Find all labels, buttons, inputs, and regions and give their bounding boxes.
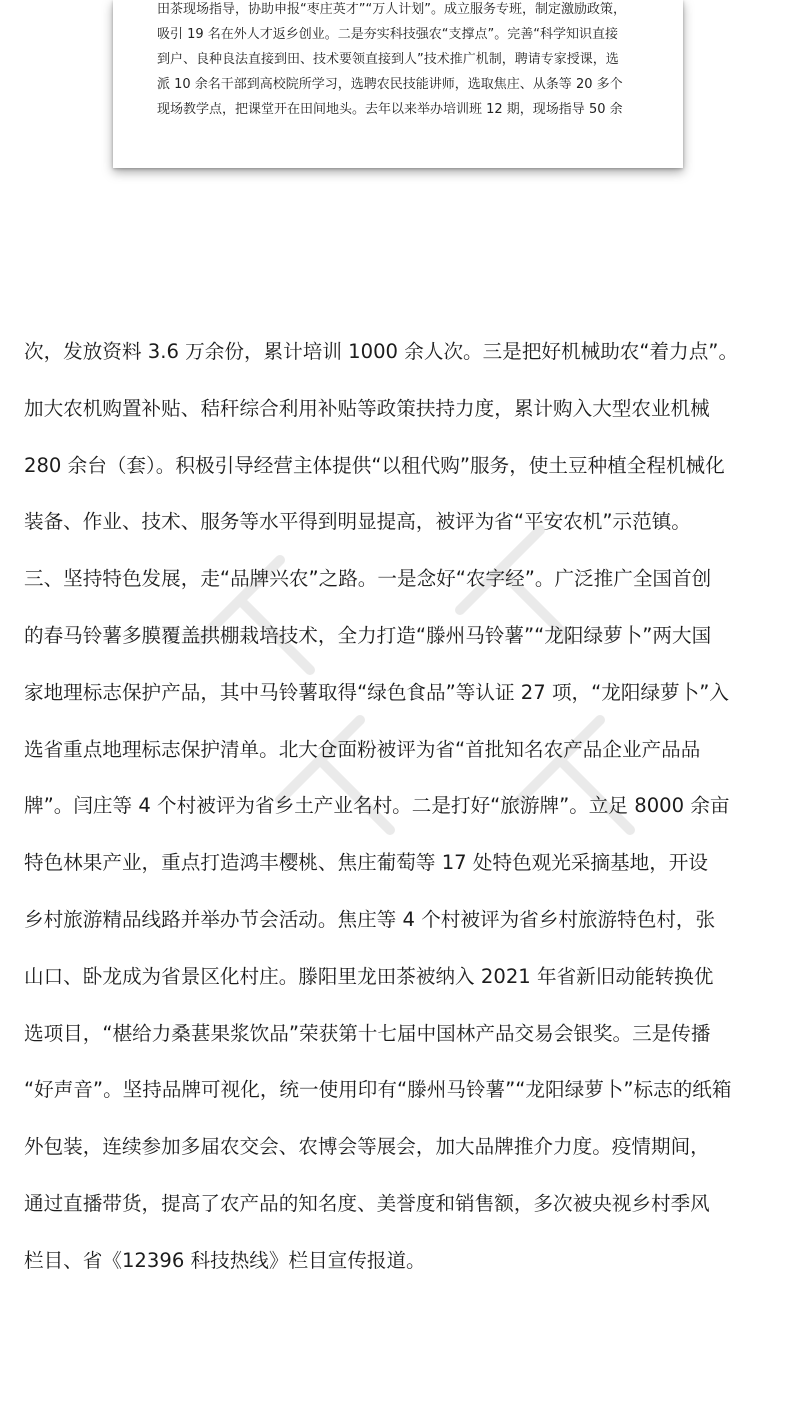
body-text-line: 家地理标志保护产品，其中马铃薯取得“绿色食品”等认证 27 项，“龙阳绿萝卜”入	[24, 680, 729, 704]
article-body	[24, 324, 784, 1290]
body-text-line: 乡村旅游精品线路并举办节会活动。焦庄等 4 个村被评为省乡村旅游特色村，张	[24, 907, 716, 931]
body-text-line: 栏目、省《12396 科技热线》栏目宣传报道。	[24, 1248, 426, 1272]
body-text-line: 选省重点地理标志保护清单。北大仓面粉被评为省“首批知名农产品企业产品品	[24, 737, 701, 761]
body-text-line: 通过直播带货，提高了农产品的知名度、美誉度和销售额，多次被央视乡村季风	[24, 1191, 710, 1215]
card-text-line: 吸引 19 名在外人才返乡创业。二是夯实科技强农“支撑点”。完善“科学知识直接	[157, 27, 619, 42]
body-text-line: 牌”。闫庄等 4 个村被评为省乡土产业名村。二是打好“旅游牌”。立足 8000 余亩	[24, 794, 730, 818]
body-text-line: 的春马铃薯多膜覆盖拱棚栽培技术，全力打造“滕州马铃薯”“龙阳绿萝卜”两大国	[24, 623, 712, 647]
card-text-line: 到户、良种良法直接到田、技术要领直接到人”技术推广机制，聘请专家授课，选	[157, 52, 619, 67]
body-text-line: 280 余台（套）。积极引导经营主体提供“以租代购”服务，使土豆种植全程机械化	[24, 453, 725, 477]
body-text-line: “好声音”。坚持品牌可视化，统一使用印有“滕州马铃薯”“龙阳绿萝卜”标志的纸箱	[24, 1078, 732, 1102]
body-text-line: 次，发放资料 3.6 万余份，累计培训 1000 余人次。三是把好机械助农“着力点”。	[24, 340, 739, 363]
body-text-line: 山口、卧龙成为省景区化村庄。滕阳里龙田茶被纳入 2021 年省新旧动能转换优	[24, 964, 714, 988]
section-heading-line: 三、坚持特色发展，走“品牌兴农”之路。一是念好“农字经”。广泛推广全国首创	[24, 567, 712, 591]
card-text-line: 现场教学点，把课堂开在田间地头。去年以来举办培训班 12 期，现场指导 50 余	[157, 102, 623, 117]
document-card	[113, 0, 683, 168]
body-text-line: 装备、作业、技术、服务等水平得到明显提高，被评为省“平安农机”示范镇。	[24, 510, 691, 534]
body-text-line: 选项目，“椹给力桑葚果浆饮品”荣获第十七届中国林产品交易会银奖。三是传播	[24, 1021, 711, 1045]
body-text-line: 加大农机购置补贴、秸秆综合利用补贴等政策扶持力度，累计购入大型农业机械	[24, 396, 710, 420]
card-text-line: 派 10 余名干部到高校院所学习，选聘农民技能讲师，选取焦庄、从条等 20 多个	[157, 77, 623, 92]
body-text-line: 特色林果产业，重点打造鸿丰樱桃、焦庄葡萄等 17 处特色观光采摘基地，开设	[24, 851, 708, 875]
card-text-line: 田茶现场指导，协助申报“枣庄英才”“万人计划”。成立服务专班，制定激励政策，	[157, 2, 626, 17]
body-text-line: 外包装，连续参加多届农交会、农博会等展会，加大品牌推介力度。疫情期间，	[24, 1135, 710, 1159]
